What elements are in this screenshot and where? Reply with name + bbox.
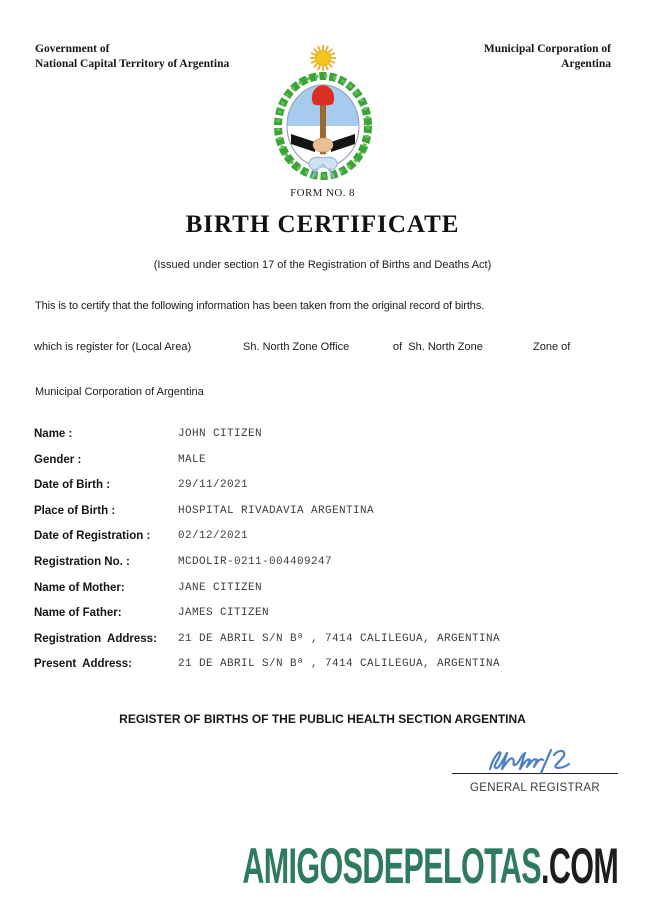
field-row (0, 525, 645, 551)
register-of-zone: of Sh. North Zone (393, 341, 483, 353)
field-label: Registration No. : (34, 555, 130, 568)
field-row (0, 602, 645, 628)
field-value: JAMES CITIZEN (178, 607, 270, 620)
field-row (0, 449, 645, 475)
form-number: FORM NO. 8 (290, 187, 355, 199)
field-value: MCDOLIR-0211-004409247 (178, 555, 333, 568)
register-of-births-title: REGISTER OF BIRTHS OF THE PUBLIC HEALTH SECTION ARGENTINA (119, 712, 526, 726)
certificate-title: BIRTH CERTIFICATE (185, 211, 460, 238)
field-row (0, 653, 645, 679)
field-row (0, 500, 645, 526)
watermark (242, 838, 618, 894)
certificate-subtitle: (Issued under section 17 of the Registration of Births and Deaths Act) (153, 259, 492, 271)
field-label: Place of Birth : (34, 504, 116, 517)
field-value: 21 DE ABRIL S/N Bª , 7414 CALILEGUA, ARGENTINA (178, 658, 501, 671)
field-label: Name of Mother: (34, 581, 125, 594)
field-label: Registration Address: (34, 632, 157, 645)
field-value: MALE (178, 453, 207, 466)
field-value: 29/11/2021 (178, 479, 249, 492)
field-label: Date of Birth : (34, 479, 111, 492)
issuer-line: Argentina (561, 57, 611, 70)
signature-line (452, 773, 618, 774)
issuing-authority-right (484, 42, 611, 71)
field-value: 02/12/2021 (178, 530, 249, 543)
argentina-coat-of-arms-icon (267, 42, 379, 182)
issuer-line: National Capital Territory of Argentina (35, 57, 230, 70)
field-row (0, 577, 645, 603)
watermark-tld: .COM (540, 838, 618, 894)
field-value: JOHN CITIZEN (178, 428, 263, 440)
field-row (0, 551, 645, 577)
field-value: HOSPITAL RIVADAVIA ARGENTINA (178, 504, 375, 517)
field-row (0, 628, 645, 654)
field-label: Gender : (34, 453, 82, 466)
fields-section (0, 423, 645, 679)
field-label: Name : (34, 428, 73, 440)
signature-block (452, 743, 618, 794)
registrar-title: GENERAL REGISTRAR (470, 782, 600, 794)
field-label: Present Address: (34, 658, 132, 671)
field-label: Name of Father: (34, 607, 122, 620)
field-value: JANE CITIZEN (178, 581, 263, 594)
field-value: 21 DE ABRIL S/N Bª , 7414 CALILEGUA, ARGENTINA (178, 632, 501, 645)
issuer-line: Government of (35, 43, 110, 55)
field-row (0, 474, 645, 500)
register-line-prefix: which is register for (Local Area) (34, 341, 192, 353)
register-office: Sh. North Zone Office (243, 341, 350, 353)
field-label: Date of Registration : (34, 530, 151, 543)
watermark-brand: AMIGOSDEPELOTAS (242, 838, 541, 894)
register-line-2: Municipal Corporation of Argentina (35, 386, 204, 398)
register-zone-of: Zone of (533, 341, 571, 353)
certify-statement: This is to certify that the following information has been taken from the original record of births. (35, 300, 485, 312)
issuer-line: Municipal Corporation of (483, 43, 611, 55)
registrar-signature-icon (460, 743, 610, 775)
field-row (0, 423, 645, 449)
